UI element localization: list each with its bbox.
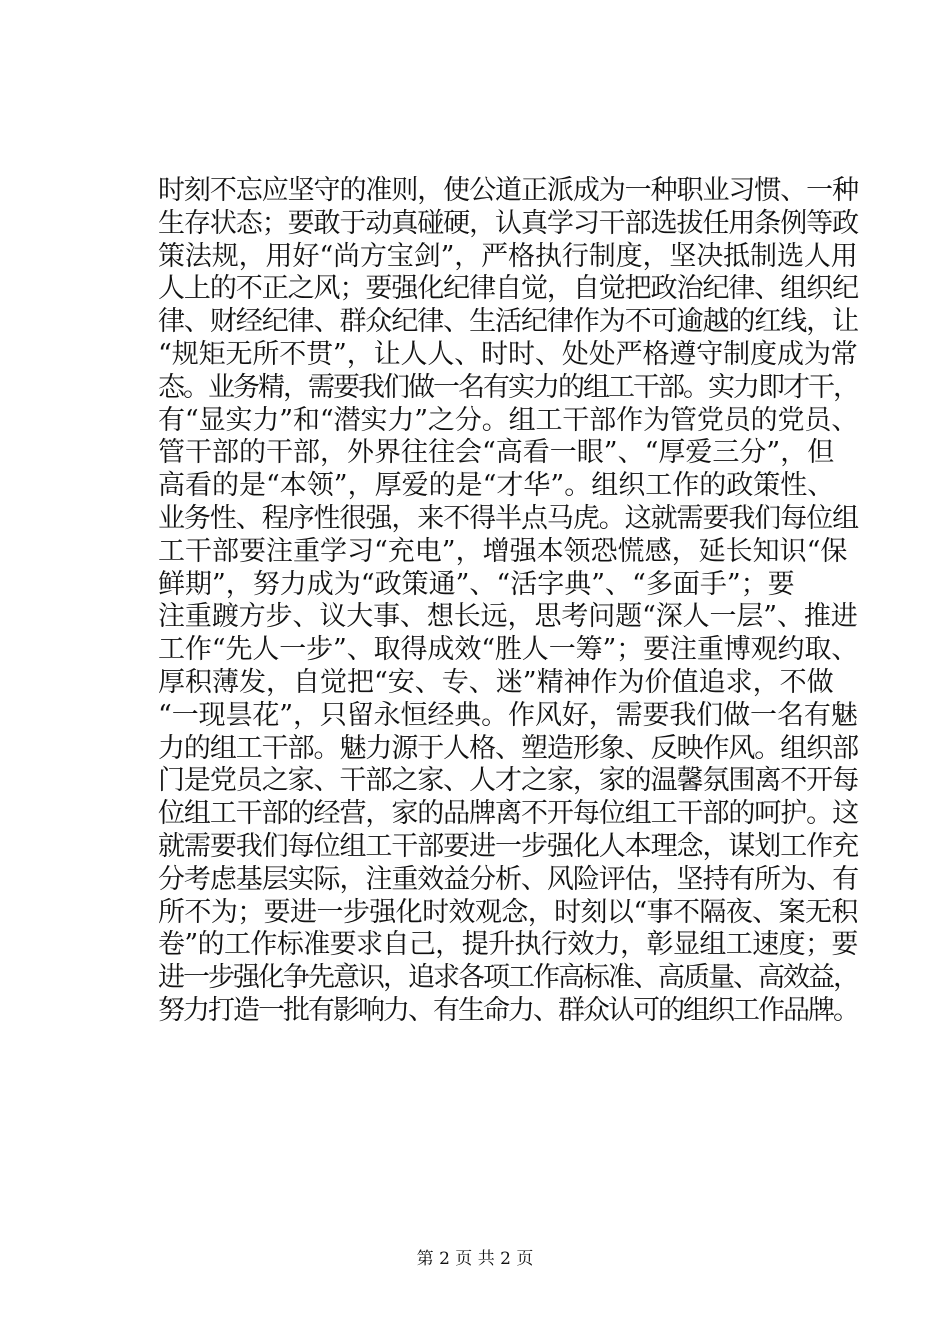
text-line: 管干部的干部，外界往往会“高看一眼”、“厚爱三分”，但 xyxy=(158,437,835,469)
page-footer xyxy=(0,1244,950,1269)
text-line: 注重踱方步、议大事、想长远，思考问题“深人一层”、推进 xyxy=(158,601,858,633)
text-line: 位组工干部的经营，家的品牌离不开每位组工干部的呵护。这 xyxy=(158,798,858,830)
text-line: 态。业务精，需要我们做一名有实力的组工干部。实力即才干， xyxy=(158,371,858,403)
text-line: 生存状态；要敢于动真碰硬，认真学习干部选拔任用条例等政 xyxy=(158,207,858,239)
text-line: 工干部要注重学习“充电”，增强本领恐慌感，延长知识“保 xyxy=(158,535,848,567)
text-line: 分考虑基层实际，注重效益分析、风险评估，坚持有所为、有 xyxy=(158,863,858,895)
text-line: “一现昙花”，只留永恒经典。作风好，需要我们做一名有魅 xyxy=(158,699,858,731)
text-line: 进一步强化争先意识，追求各项工作高标准、高质量、高效益， xyxy=(158,962,858,994)
text-line: 高看的是“本领”，厚爱的是“才华”。组织工作的政策性、 xyxy=(158,470,835,502)
text-line: 有“显实力”和“潜实力”之分。组工干部作为管党员的党员、 xyxy=(158,404,859,436)
text-line: 就需要我们每位组工干部要进一步强化人本理念，谋划工作充 xyxy=(158,830,858,862)
text-line: 业务性、程序性很强，来不得半点马虎。这就需要我们每位组 xyxy=(158,502,858,534)
text-line: 人上的不正之风；要强化纪律自觉，自觉把政治纪律、组织纪 xyxy=(158,273,858,305)
text-line: “规矩无所不贯”，让人人、时时、处处严格遵守制度成为常 xyxy=(158,338,858,370)
text-line: 时刻不忘应坚守的准则，使公道正派成为一种职业习惯、一种 xyxy=(158,175,858,206)
text-line: 工作“先人一步”、取得成效“胜人一筹”；要注重博观约取、 xyxy=(158,634,859,666)
text-line: 策法规，用好“尚方宝剑”，严格执行制度，坚决抵制选人用 xyxy=(158,240,858,272)
text-line: 努力打造一批有影响力、有生命力、群众认可的组织工作品牌。 xyxy=(158,994,858,1026)
text-line: 力的组工干部。魅力源于人格、塑造形象、反映作风。组织部 xyxy=(158,732,858,764)
page-number-label: 第 2 页 共 2 页 xyxy=(416,1249,534,1269)
text-line: 律、财经纪律、群众纪律、生活纪律作为不可逾越的红线，让 xyxy=(158,306,858,338)
text-line: 卷”的工作标准要求自己，提升执行效力，彰显组工速度；要 xyxy=(158,929,858,961)
text-line: 厚积薄发，自觉把“安、专、迷”精神作为价值追求，不做 xyxy=(158,666,834,698)
text-line: 门是党员之家、干部之家、人才之家，家的温馨氛围离不开每 xyxy=(158,765,858,797)
text-line: 所不为；要进一步强化时效观念，时刻以“事不隔夜、案无积 xyxy=(158,896,858,928)
text-line: 鲜期”，努力成为“政策通”、“活字典”、“多面手”；要 xyxy=(158,568,795,600)
body-paragraph xyxy=(158,175,858,1028)
